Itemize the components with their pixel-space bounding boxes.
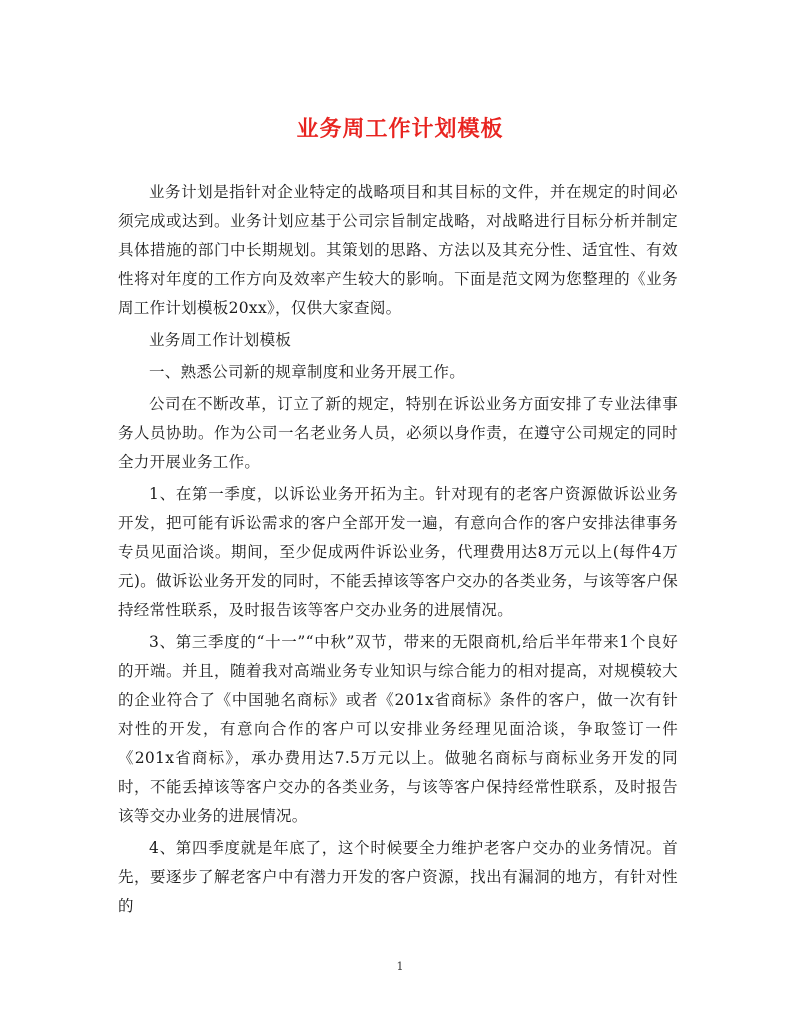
paragraph-q3: 3、第三季度的“十一”“中秋”双节，带来的无限商机,给后半年带来1个良好的开端。并且，随着我对高端业务专业知识与综合能力的相对提高，对规模较大的企业符合了《中国驰名商标》或者《201x省商标》条件的客户，做一次有针对性的开发，有意向合作的客户可以安排业务经理见面洽谈，争取签订一件《201x省商标》，承办费用达7.5万元以上。做驰名商标与商标业务开发的同时，不能丢掉该等客户交办的各类业务，与该等客户保持经常性联系，及时报告该等交办业务的进展情况。 (118, 633, 678, 825)
document-body (118, 178, 678, 924)
paragraph-section-1-heading: 一、熟悉公司新的规章制度和业务开展工作。 (149, 363, 466, 381)
paragraph-section-1-text: 公司在不断改革，订立了新的规定，特别在诉讼业务方面安排了专业法律事务人员协助。作为公司一名老业务人员，必须以身作责，在遵守公司规定的同时全力开展业务工作。 (118, 395, 678, 471)
document-title: 业务周工作计划模板 (296, 116, 504, 142)
page-number: 1 (396, 960, 404, 973)
paragraph-intro: 业务计划是指针对企业特定的战略项目和其目标的文件，并在规定的时间必须完成或达到。业务计划应基于公司宗旨制定战略，对战略进行目标分析并制定具体措施的部门中长期规划。其策划的思路、方法以及其充分性、适宜性、有效性将对年度的工作方向及效率产生较大的影响。下面是范文网为您整理的《业务周工作计划模板20xx》，仅供大家查阅。 (118, 183, 678, 317)
paragraph-q1: 1、在第一季度，以诉讼业务开拓为主。针对现有的老客户资源做诉讼业务开发，把可能有诉讼需求的客户全部开发一遍，有意向合作的客户安排法律事务专员见面洽谈。期间，至少促成两件诉讼业务，代理费用达8万元以上(每件4万元)。做诉讼业务开发的同时，不能丢掉该等客户交办的各类业务，与该等客户保持经常性联系，及时报告该等客户交办业务的进展情况。 (118, 485, 678, 619)
paragraph-q4: 4、第四季度就是年底了，这个时候要全力维护老客户交办的业务情况。首先，要逐步了解老客户中有潜力开发的客户资源，找出有漏洞的地方，有针对性的 (118, 839, 678, 915)
paragraph-subtitle: 业务周工作计划模板 (149, 331, 292, 349)
